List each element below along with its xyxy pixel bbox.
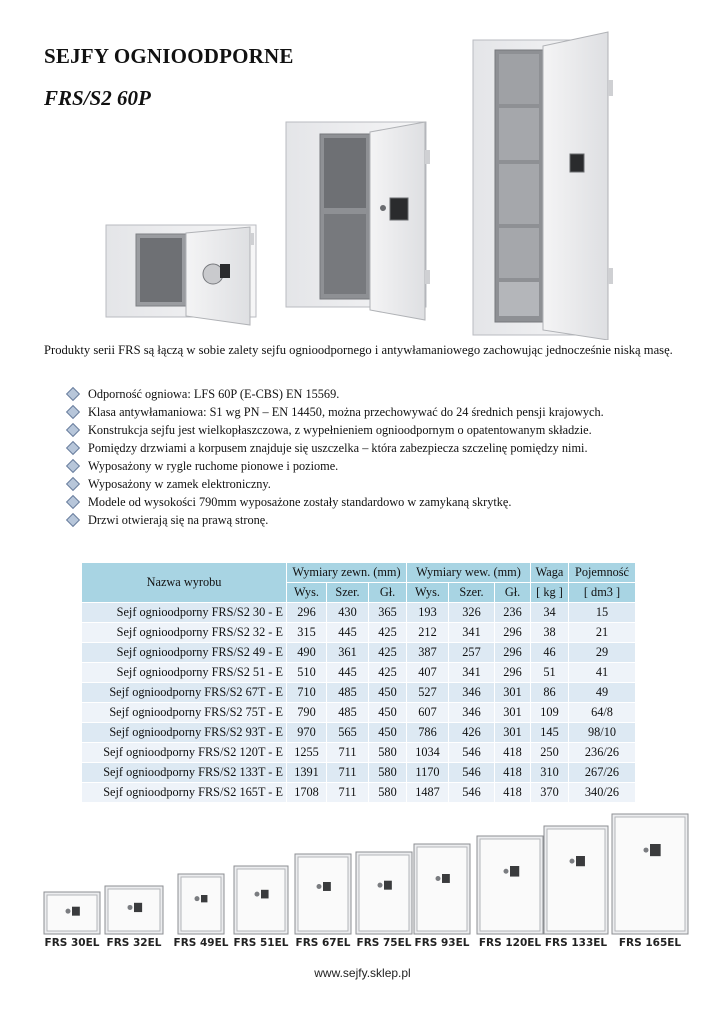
hero-safes-illustration <box>100 20 620 340</box>
column-header: Wys. <box>287 583 327 603</box>
table-cell: 430 <box>327 603 369 623</box>
column-group-internal: Wymiary wew. (mm) <box>407 563 531 583</box>
column-header: Gł. <box>369 583 407 603</box>
table-cell: 580 <box>369 763 407 783</box>
list-item <box>66 439 604 457</box>
lineup-safe-icon <box>612 814 688 934</box>
table-row <box>82 783 636 803</box>
table-body <box>82 603 636 803</box>
table-cell: 64/8 <box>569 703 636 723</box>
table-cell: 257 <box>449 643 495 663</box>
table-cell: 296 <box>287 603 327 623</box>
lineup-safe-icon <box>477 836 543 934</box>
table-cell: 445 <box>327 623 369 643</box>
table-cell: 1391 <box>287 763 327 783</box>
table-cell: 21 <box>569 623 636 643</box>
diamond-bullet-icon <box>66 459 80 473</box>
table-cell: 51 <box>531 663 569 683</box>
diamond-bullet-icon <box>66 387 80 401</box>
column-header: Gł. <box>495 583 531 603</box>
list-item <box>66 385 604 403</box>
column-header-name: Nazwa wyrobu <box>82 563 287 603</box>
product-name-cell: Sejf ognioodporny FRS/S2 32 - E <box>82 623 287 643</box>
product-name-cell: Sejf ognioodporny FRS/S2 133T - E <box>82 763 287 783</box>
lineup-label: FRS 49EL <box>173 937 229 949</box>
table-cell: 15 <box>569 603 636 623</box>
table-cell: 711 <box>327 783 369 803</box>
lineup-safe-icon <box>44 892 100 934</box>
table-row <box>82 623 636 643</box>
table-cell: 212 <box>407 623 449 643</box>
product-name-cell: Sejf ognioodporny FRS/S2 49 - E <box>82 643 287 663</box>
table-cell: 365 <box>369 603 407 623</box>
table-cell: 41 <box>569 663 636 683</box>
lineup-safe-icon <box>234 866 288 934</box>
lineup-label: FRS 120EL <box>478 937 542 949</box>
table-cell: 450 <box>369 683 407 703</box>
table-row <box>82 643 636 663</box>
table-cell: 1170 <box>407 763 449 783</box>
table-cell: 301 <box>495 723 531 743</box>
table-cell: 98/10 <box>569 723 636 743</box>
table-cell: 970 <box>287 723 327 743</box>
footer-url: www.sejfy.sklep.pl <box>314 966 411 980</box>
table-cell: 485 <box>327 703 369 723</box>
table-cell: 109 <box>531 703 569 723</box>
table-cell: 786 <box>407 723 449 743</box>
feature-text: Konstrukcja sejfu jest wielkopłaszczowa, z wypełnieniem ognioodpornym o opatentowanym składzie. <box>88 423 592 437</box>
list-item <box>66 403 604 421</box>
table-cell: 296 <box>495 663 531 683</box>
table-cell: 326 <box>449 603 495 623</box>
size-lineup-illustration <box>40 810 690 945</box>
list-item <box>66 421 604 439</box>
lineup-safe-icon <box>414 844 470 934</box>
table-cell: 418 <box>495 783 531 803</box>
table-cell: 790 <box>287 703 327 723</box>
table-cell: 38 <box>531 623 569 643</box>
page-title: SEJFY OGNIOODPORNE <box>44 44 294 68</box>
table-cell: 236 <box>495 603 531 623</box>
diamond-bullet-icon <box>66 423 80 437</box>
lineup-labels <box>40 937 690 955</box>
table-cell: 580 <box>369 743 407 763</box>
table-cell: 46 <box>531 643 569 663</box>
lineup-label: FRS 51EL <box>233 937 289 949</box>
table-cell: 341 <box>449 663 495 683</box>
list-item <box>66 475 604 493</box>
lineup-label: FRS 93EL <box>414 937 470 949</box>
column-header-weight: Waga <box>531 563 569 583</box>
list-item <box>66 511 604 529</box>
diamond-bullet-icon <box>66 477 80 491</box>
table-cell: 1708 <box>287 783 327 803</box>
page-subtitle: FRS/S2 60P <box>44 86 151 110</box>
feature-text: Wyposażony w rygle ruchome pionowe i poziome. <box>88 459 339 473</box>
table-cell: 296 <box>495 623 531 643</box>
table-cell: 546 <box>449 743 495 763</box>
column-header: Szer. <box>449 583 495 603</box>
product-name-cell: Sejf ognioodporny FRS/S2 165T - E <box>82 783 287 803</box>
table-cell: 527 <box>407 683 449 703</box>
diamond-bullet-icon <box>66 495 80 509</box>
table-cell: 86 <box>531 683 569 703</box>
table-row <box>82 603 636 623</box>
hero-safe-medium <box>286 122 430 320</box>
table-cell: 34 <box>531 603 569 623</box>
table-cell: 250 <box>531 743 569 763</box>
list-item <box>66 493 604 511</box>
column-header-capacity: Pojemność <box>569 563 636 583</box>
table-cell: 315 <box>287 623 327 643</box>
feature-text: Klasa antywłamaniowa: S1 wg PN – EN 14450, można przechowywać do 24 średnich pensji krajowych. <box>88 405 604 419</box>
table-row <box>82 723 636 743</box>
table-cell: 565 <box>327 723 369 743</box>
table-cell: 546 <box>449 763 495 783</box>
lineup-label: FRS 67EL <box>295 937 351 949</box>
diamond-bullet-icon <box>66 405 80 419</box>
feature-text: Modele od wysokości 790mm wyposażone zostały standardowo w zamykaną skrytkę. <box>88 495 512 509</box>
feature-text: Drzwi otwierają się na prawą stronę. <box>88 513 269 527</box>
table-cell: 341 <box>449 623 495 643</box>
product-name-cell: Sejf ognioodporny FRS/S2 93T - E <box>82 723 287 743</box>
table-cell: 340/26 <box>569 783 636 803</box>
table-cell: 236/26 <box>569 743 636 763</box>
lineup-label: FRS 75EL <box>356 937 412 949</box>
column-header: [ kg ] <box>531 583 569 603</box>
feature-text: Odporność ogniowa: LFS 60P (E-CBS) EN 15569. <box>88 387 340 401</box>
lineup-label: FRS 30EL <box>44 937 100 949</box>
lineup-safe-icon <box>295 854 351 934</box>
table-cell: 346 <box>449 683 495 703</box>
lineup-safe-icon <box>105 886 163 934</box>
table-cell: 580 <box>369 783 407 803</box>
table-cell: 296 <box>495 643 531 663</box>
table-cell: 29 <box>569 643 636 663</box>
hero-safe-small <box>106 225 256 325</box>
diamond-bullet-icon <box>66 441 80 455</box>
lineup-label: FRS 32EL <box>106 937 162 949</box>
table-cell: 510 <box>287 663 327 683</box>
table-cell: 370 <box>531 783 569 803</box>
column-group-external: Wymiary zewn. (mm) <box>287 563 407 583</box>
table-row <box>82 663 636 683</box>
table-cell: 546 <box>449 783 495 803</box>
table-cell: 607 <box>407 703 449 723</box>
table-cell: 450 <box>369 703 407 723</box>
column-header: Szer. <box>327 583 369 603</box>
table-cell: 445 <box>327 663 369 683</box>
table-cell: 301 <box>495 683 531 703</box>
table-cell: 145 <box>531 723 569 743</box>
table-cell: 710 <box>287 683 327 703</box>
product-name-cell: Sejf ognioodporny FRS/S2 30 - E <box>82 603 287 623</box>
table-cell: 193 <box>407 603 449 623</box>
table-cell: 1034 <box>407 743 449 763</box>
table-cell: 490 <box>287 643 327 663</box>
table-cell: 450 <box>369 723 407 743</box>
feature-list <box>66 385 604 529</box>
lineup-safe-icon <box>178 874 224 934</box>
table-row <box>82 763 636 783</box>
table-cell: 49 <box>569 683 636 703</box>
lineup-label: FRS 165EL <box>618 937 682 949</box>
feature-text: Wyposażony w zamek elektroniczny. <box>88 477 271 491</box>
table-cell: 387 <box>407 643 449 663</box>
table-cell: 711 <box>327 743 369 763</box>
table-cell: 418 <box>495 763 531 783</box>
table-cell: 361 <box>327 643 369 663</box>
table-row <box>82 743 636 763</box>
table-row <box>82 703 636 723</box>
table-cell: 711 <box>327 763 369 783</box>
table-cell: 346 <box>449 703 495 723</box>
column-header: [ dm3 ] <box>569 583 636 603</box>
table-cell: 426 <box>449 723 495 743</box>
list-item <box>66 457 604 475</box>
table-cell: 1255 <box>287 743 327 763</box>
intro-paragraph: Produkty serii FRS są łączą w sobie zalety sejfu ognioodpornego i antywłamaniowego zachowując jednocześnie niską masę. <box>44 343 673 357</box>
diamond-bullet-icon <box>66 513 80 527</box>
table-cell: 301 <box>495 703 531 723</box>
table-cell: 425 <box>369 663 407 683</box>
product-name-cell: Sejf ognioodporny FRS/S2 120T - E <box>82 743 287 763</box>
table-cell: 485 <box>327 683 369 703</box>
table-cell: 310 <box>531 763 569 783</box>
lineup-safe-icon <box>356 852 412 934</box>
hero-safe-tall <box>473 32 613 340</box>
column-header: Wys. <box>407 583 449 603</box>
table-cell: 425 <box>369 623 407 643</box>
lineup-label: FRS 133EL <box>544 937 608 949</box>
product-name-cell: Sejf ognioodporny FRS/S2 51 - E <box>82 663 287 683</box>
table-cell: 1487 <box>407 783 449 803</box>
table-cell: 407 <box>407 663 449 683</box>
lineup-safe-icon <box>544 826 608 934</box>
product-name-cell: Sejf ognioodporny FRS/S2 67T - E <box>82 683 287 703</box>
specification-table <box>81 562 636 803</box>
table-row <box>82 683 636 703</box>
product-name-cell: Sejf ognioodporny FRS/S2 75T - E <box>82 703 287 723</box>
table-cell: 425 <box>369 643 407 663</box>
feature-text: Pomiędzy drzwiami a korpusem znajduje się uszczelka – która zabezpiecza szczelinę pomiędzy nimi. <box>88 441 588 455</box>
table-cell: 418 <box>495 743 531 763</box>
table-cell: 267/26 <box>569 763 636 783</box>
